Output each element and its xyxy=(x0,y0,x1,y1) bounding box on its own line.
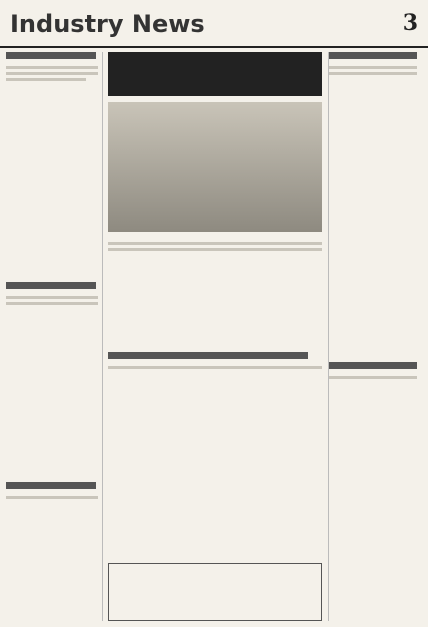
article-text-placeholder xyxy=(329,66,417,69)
article-text-placeholder xyxy=(6,296,98,299)
left-column xyxy=(6,52,103,621)
page-number: 3 xyxy=(402,10,418,36)
article-text-placeholder xyxy=(6,78,86,81)
article-text-placeholder xyxy=(6,66,98,69)
article-headline-placeholder xyxy=(108,352,308,359)
ad-box xyxy=(108,563,322,621)
article-text-placeholder xyxy=(108,248,322,251)
article-headline-placeholder xyxy=(6,52,96,59)
article-text-placeholder xyxy=(329,376,417,379)
article-text-placeholder xyxy=(108,242,322,245)
lead-headline-banner xyxy=(108,52,322,96)
article-text-placeholder xyxy=(6,496,98,499)
article-headline-placeholder xyxy=(329,52,417,59)
masthead xyxy=(0,0,428,48)
lead-photo xyxy=(108,102,322,232)
article-text-placeholder xyxy=(6,72,98,75)
right-column xyxy=(328,52,427,621)
article-headline-placeholder xyxy=(6,282,96,289)
section-title: Industry News xyxy=(10,10,205,38)
article-text-placeholder xyxy=(329,72,417,75)
article-headline-placeholder xyxy=(6,482,96,489)
article-text-placeholder xyxy=(6,302,98,305)
main-column xyxy=(108,52,322,621)
article-text-placeholder xyxy=(108,366,322,369)
article-headline-placeholder xyxy=(329,362,417,369)
